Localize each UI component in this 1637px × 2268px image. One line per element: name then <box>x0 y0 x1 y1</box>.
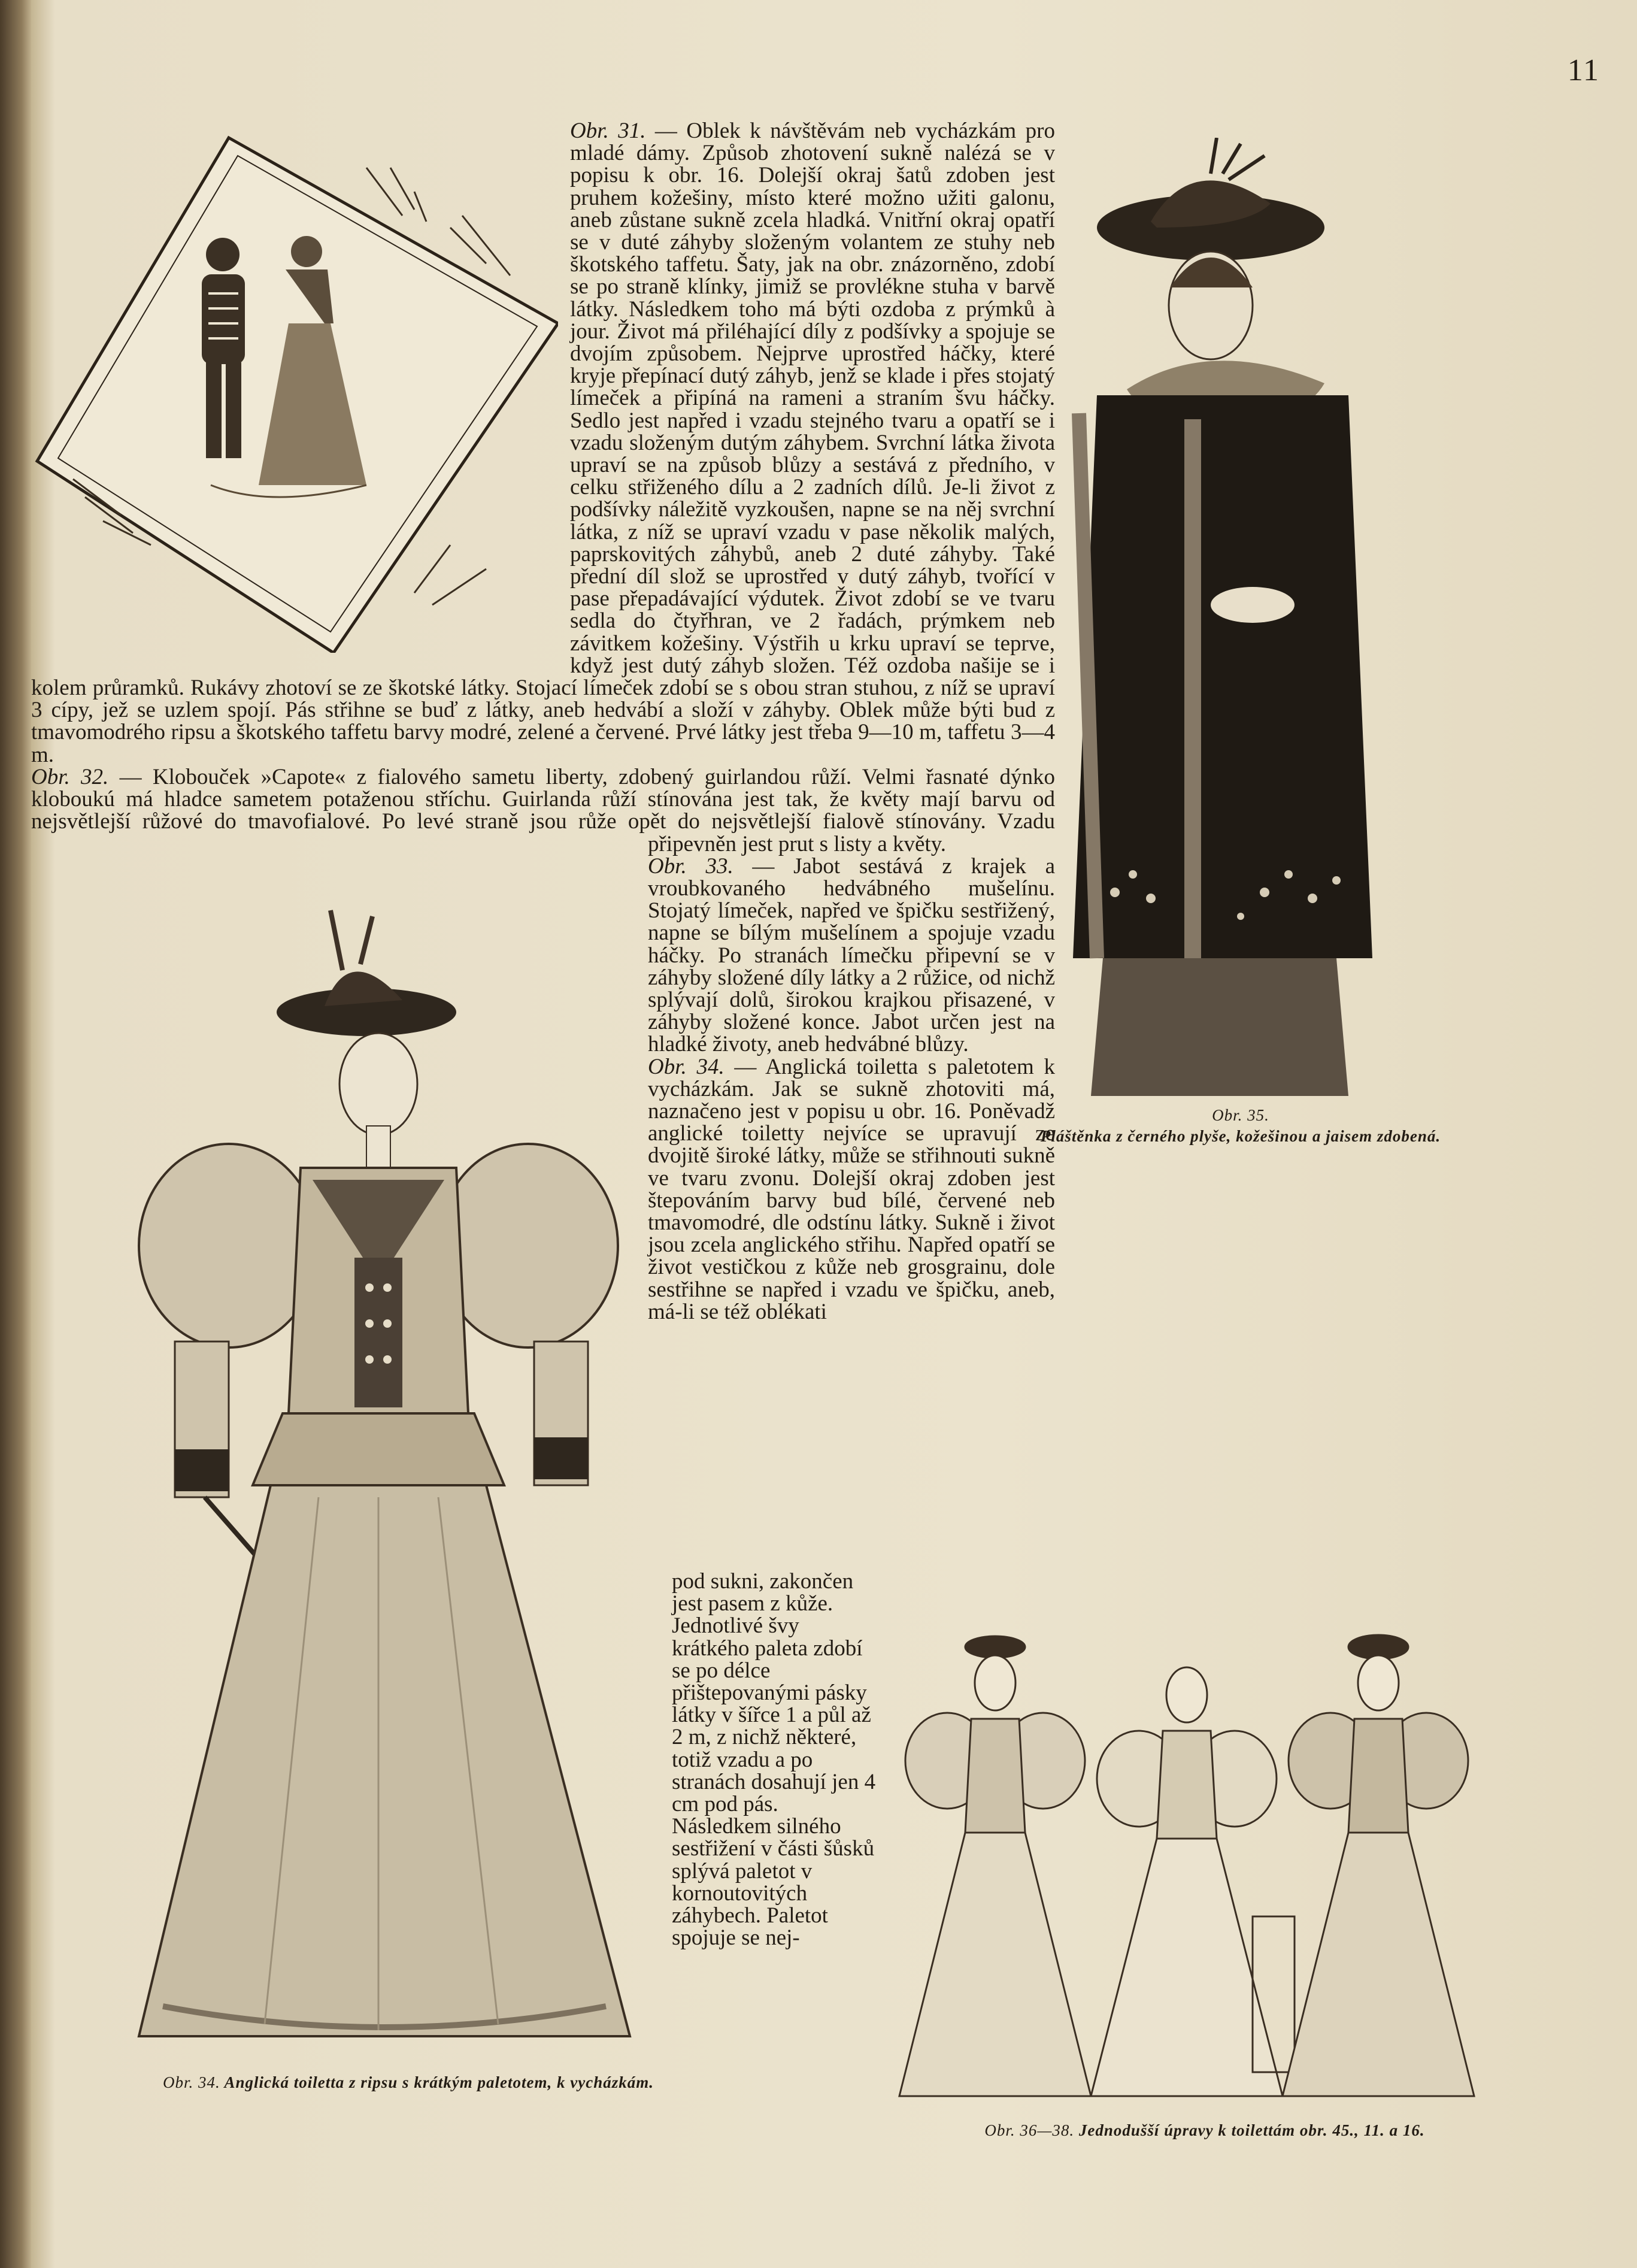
figure-35-label: Obr. 35. <box>1212 1106 1269 1124</box>
figure-36-38-caption-text: Jednodušší úpravy k toilettám obr. 45., 11. a 16. <box>1078 2121 1425 2139</box>
paragraph-33-text: — Jabot sestává z krajek a vroubkovaného hedvábného mušelínu. Stojatý límeček, napřed ve špičku sestřižený, napne se bílým mušelínem a spojuje vzadu háčky. Po stranách límečku připevní se v záhyby složené díly látky a 2 růžice, od nichž splývají dolů, širokou krajkou přisazené, v záhyby složené konce. Jabot určen jest na hladké životy, aneb hedvábné blůzy. <box>648 853 1055 1057</box>
article-column-bottom <box>672 1570 880 1949</box>
paragraph-34-text: — Anglická toiletta s paletotem k vycházkám. Jak se sukně zhotoviti má, naznačeno jest v popisu u obr. 16. Poněvadž anglické toiletty nejvíce se upravují ze dvojitě široké látky, může se střihnouti sukně ve tvaru zvonu. Dolejší okraj zdoben jest štepováním barvy bud bílé, červené neb tmavomodré, dle odstínu látky. Sukně i život jsou zcela anglického střihu. Napřed opatří se život vestičkou z kůže neb grosgrainu, dole sestřihne se napřed i vzadu ve špičku, aneb, má-li se též oblékati <box>648 1054 1055 1324</box>
paragraph-34-label: Obr. 34. <box>648 1054 724 1079</box>
paragraph-31-text: — Oblek k návštěvám neb vycházkám pro mladé dámy. Způsob zhotovení sukně nalézá se v popisu k obr. 16. Dolejší okraj šatů zdoben jest pruhem kožešiny, místo které možno užiti galonu, aneb zůstane sukně zcela hladká. Vnitřní okraj opatří se v duté záhyby složeným volantem ze stuhy neb škotského taffetu. Šaty, jak na obr. znázorněno, zdobí se po straně klínky, jimiž se provlékne stuha v barvě látky. Následkem toho má býti ozdoba z prýmků à jour. Život má přiléhající díly z podšívky a spojuje se dvojím způsobem. Nejprve uprostřed háčky, které kryje přepínací dutý záhyb, jenž se klade i přes stojatý límeček a připíná na rameni a straním švu háčky. Sedlo jest napřed i vzadu stejného tvaru a opatří se i vzadu složeným dutým záhybem. Svrchní látka života upraví se na způsob blůzy a sestává z předního, v celku střiženého dílu a 2 zadních dílů. Je-li život z podšívky náležitě vyzkoušen, napne se na něj svrchní látka, z níž se upraví vzadu v pase několik malých, paprskovitých záhybů, aneb 2 duté záhyby. Také přední díl slož se uprostřed v dutý záhyb, tvořící v pase přepadávající výdutek. Život zdobí se ve tvaru sedla do čtyřhran, ve 2 řadách, prýmkem neb závitkem kožešiny. Výstřih u krku upraví se teprve, když jest dutý záhyb složen. Též ozdoba našije se i kolem průramků. Rukávy zhotoví se ze škotské látky. Stojací límeček zdobí se s obou stran stuhou, z níž se upraví 3 cípy, jež se uzlem spojí. Pás střihne se buď z látky, aneb hedvábí a složí v záhyby. Oblek může býti bud z tmavomodrého ripsu a škotského taffetu barvy modré, zelené a červené. Prvé látky jest třeba 9—10 m, taffetu 3—4 m. <box>31 119 1055 767</box>
figure-35-illustration <box>1013 138 1468 1096</box>
page-number: 11 <box>1567 53 1600 87</box>
book-gutter <box>0 0 31 2268</box>
figure-34-caption <box>163 2072 654 2093</box>
article-paragraph-32 <box>31 766 1055 855</box>
paragraph-33-label: Obr. 33. <box>648 853 733 879</box>
figure-34-label: Obr. 34. <box>163 2073 220 2091</box>
magazine-page <box>31 0 1637 2268</box>
figure-36-38-label: Obr. 36—38. <box>984 2121 1075 2139</box>
paragraph-31-label: Obr. 31. <box>570 119 646 143</box>
paragraph-34-continuation: pod sukni, zakončen jest pasem z kůže. Jednotlivé švy krátkého paleta zdobí se po délce přištepovanými pásky látky v šířce 1 a půl až 2 m, z nichž některé, totiž vzadu a po stranách dosahují jen 4 cm pod pás. Následkem silného sestřižení v části šůsků splývá paletot v kornoutovitých záhybech. Paletot spojuje se nej- <box>672 1569 876 1951</box>
figure-36-38-caption <box>911 2120 1498 2141</box>
article-column-top <box>31 120 1055 1922</box>
paragraph-32-text: — Klobouček »Capote« z fialového sametu liberty, zdobený guirlandou růží. Velmi řasnaté dýnko kloboukú má hladce sametem potaženou stříchu. Guirlanda růží stínována jest tak, že květy mají barvu od nejsvětlejší růžové do tmavofialové. Po levé straně jsou růže opět do nejsvětlejší fialově stínovány. Vzadu připevněn jest prut s listy a květy. <box>31 764 1055 856</box>
paragraph-32-label: Obr. 32. <box>31 764 109 789</box>
figure-34-caption-text: Anglická toiletta z ripsu s krátkým paletotem, k vycházkám. <box>224 2073 654 2091</box>
figure-35-caption-text: Pláštěnka z černého plyše, kožešinou a jaisem zdobená. <box>1040 1127 1441 1146</box>
